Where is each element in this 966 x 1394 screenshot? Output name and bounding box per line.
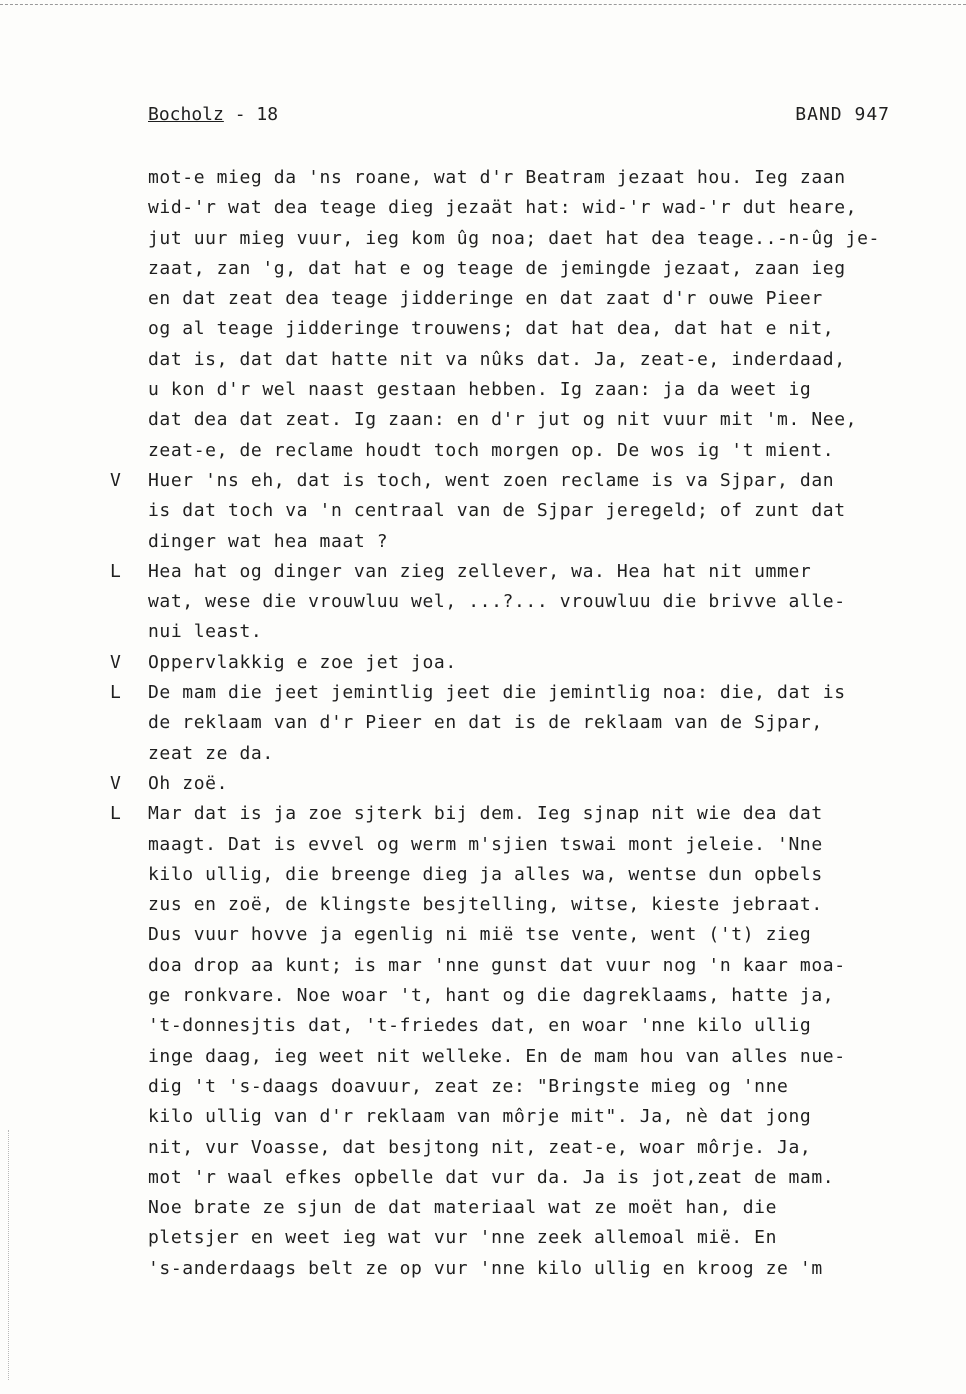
transcript-line — [0, 345, 966, 375]
transcript-line — [0, 557, 966, 587]
line-text: jut uur mieg vuur, ieg kom ûg noa; daet hat dea teage..-n-ûg je- — [148, 227, 880, 249]
line-text: zeat-e, de reclame houdt toch morgen op. De wos ig 't mient. — [148, 439, 835, 461]
transcript-line — [0, 830, 966, 860]
transcript-line — [0, 769, 966, 799]
line-text: nui least. — [148, 621, 263, 643]
line-text: De mam die jeet jemintlig jeet die jemintlig noa: die, dat is — [148, 682, 846, 704]
line-text: kilo ullig, die breenge dieg ja alles wa, wentse dun opbels — [148, 863, 823, 885]
line-text: zeat ze da. — [148, 742, 274, 764]
line-text: doa drop aa kunt; is mar 'nne gunst dat vuur nog 'n kaar moa- — [148, 954, 846, 976]
line-text: zaat, zan 'g, dat hat e og teage de jemingde jezaat, zaan ieg — [148, 257, 846, 279]
line-text: Oppervlakkig e zoe jet joa. — [148, 651, 457, 673]
line-text: u kon d'r wel naast gestaan hebben. Ig zaan: ja da weet ig — [148, 379, 812, 401]
transcript-line — [0, 1011, 966, 1041]
transcript-line — [0, 951, 966, 981]
transcript-line — [0, 314, 966, 344]
speaker-marker: L — [110, 560, 121, 582]
transcript-line — [0, 648, 966, 678]
transcript-line — [0, 284, 966, 314]
speaker-marker: L — [110, 682, 121, 704]
transcript-line — [0, 163, 966, 193]
speaker-marker: V — [110, 772, 121, 794]
transcript-body — [0, 163, 966, 1284]
line-text: en dat zeat dea teage jidderinge en dat zaat d'r ouwe Pieer — [148, 288, 823, 310]
transcript-line — [0, 617, 966, 647]
transcript-line — [0, 739, 966, 769]
header-left — [148, 104, 278, 125]
line-text: inge daag, ieg weet nit welleke. En de mam hou van alles nue- — [148, 1045, 846, 1067]
transcript-line — [0, 496, 966, 526]
header-separator: - — [234, 104, 246, 125]
line-text: Mar dat is ja zoe sjterk bij dem. Ieg sjnap nit wie dea dat — [148, 803, 823, 825]
transcript-line — [0, 708, 966, 738]
speaker-marker: V — [110, 651, 121, 673]
line-text: dinger wat hea maat ? — [148, 530, 389, 552]
transcript-line — [0, 436, 966, 466]
transcript-line — [0, 981, 966, 1011]
line-text: og al teage jidderinge trouwens; dat hat dea, dat hat e nit, — [148, 318, 835, 340]
transcript-line — [0, 860, 966, 890]
line-text: wat, wese die vrouwluu wel, ...?... vrouwluu die brivve alle- — [148, 591, 846, 613]
line-text: dig 't 's-daags doavuur, zeat ze: "Bringste mieg og 'nne — [148, 1075, 789, 1097]
line-text: nit, vur Voasse, dat besjtong nit, zeat-e, woar môrje. Ja, — [148, 1136, 812, 1158]
transcript-line — [0, 193, 966, 223]
line-text: mot-e mieg da 'ns roane, wat d'r Beatram jezaat hou. Ieg zaan — [148, 167, 846, 188]
speaker-marker: V — [110, 469, 121, 491]
line-text: Dus vuur hovve ja egenlig ni mië tse vente, went ('t) zieg — [148, 924, 812, 946]
line-text: de reklaam van d'r Pieer en dat is de reklaam van de Sjpar, — [148, 712, 823, 734]
transcript-line — [0, 890, 966, 920]
transcript-line — [0, 678, 966, 708]
line-text: dat dea dat zeat. Ig zaan: en d'r jut og nit vuur mit 'm. Nee, — [148, 409, 858, 431]
line-text: Noe brate ze sjun de dat materiaal wat ze moët han, die — [148, 1197, 778, 1219]
transcript-line — [0, 1042, 966, 1072]
line-text: wid-'r wat dea teage dieg jezaät hat: wid-'r wad-'r dut heare, — [148, 197, 858, 219]
line-text: zus en zoë, de klingste besjtelling, witse, kieste jebraat. — [148, 894, 823, 916]
transcript-line — [0, 254, 966, 284]
transcript-line — [0, 1193, 966, 1223]
margin-mark — [8, 1130, 9, 1380]
transcript-line — [0, 527, 966, 557]
band-label: BAND 947 — [795, 104, 890, 125]
transcript-line — [0, 799, 966, 829]
line-text: mot 'r waal efkes opbelle dat vur da. Ja is jot,zeat de mam. — [148, 1166, 835, 1188]
transcript-line — [0, 587, 966, 617]
transcript-line — [0, 920, 966, 950]
transcript-line — [0, 1163, 966, 1193]
line-text: maagt. Dat is evvel og werm m'sjien tswai mont jeleie. 'Nne — [148, 833, 823, 855]
line-text: ge ronkvare. Noe woar 't, hant og die dagreklaams, hatte ja, — [148, 985, 835, 1007]
line-text: pletsjer en weet ieg wat vur 'nne zeek allemoal mië. En — [148, 1227, 778, 1249]
line-text: dat is, dat dat hatte nit va nûks dat. Ja, zeat-e, inderdaad, — [148, 348, 846, 370]
top-rule — [0, 4, 966, 5]
transcript-line — [0, 224, 966, 254]
transcript-line — [0, 1072, 966, 1102]
line-text: 't-donnesjtis dat, 't-friedes dat, en woar 'nne kilo ullig — [148, 1015, 812, 1037]
transcript-line — [0, 1102, 966, 1132]
line-text: is dat toch va 'n centraal van de Sjpar jeregeld; of zunt dat — [148, 500, 846, 522]
line-text: Oh zoë. — [148, 772, 229, 794]
place-name: Bocholz — [148, 104, 224, 125]
line-text: 's-anderdaags belt ze op vur 'nne kilo ullig en kroog ze 'm — [148, 1257, 823, 1279]
page-header — [148, 104, 890, 132]
transcript-line — [0, 1133, 966, 1163]
transcript-line — [0, 1223, 966, 1253]
line-text: Huer 'ns eh, dat is toch, went zoen reclame is va Sjpar, dan — [148, 469, 835, 491]
transcript-line — [0, 405, 966, 435]
transcript-line — [0, 466, 966, 496]
page-number: 18 — [256, 104, 279, 125]
line-text: kilo ullig van d'r reklaam van môrje mit". Ja, nè dat jong — [148, 1106, 812, 1128]
transcript-line — [0, 375, 966, 405]
line-text: Hea hat og dinger van zieg zellever, wa. Hea hat nit ummer — [148, 560, 812, 582]
transcript-line — [0, 1254, 966, 1284]
speaker-marker: L — [110, 803, 121, 825]
